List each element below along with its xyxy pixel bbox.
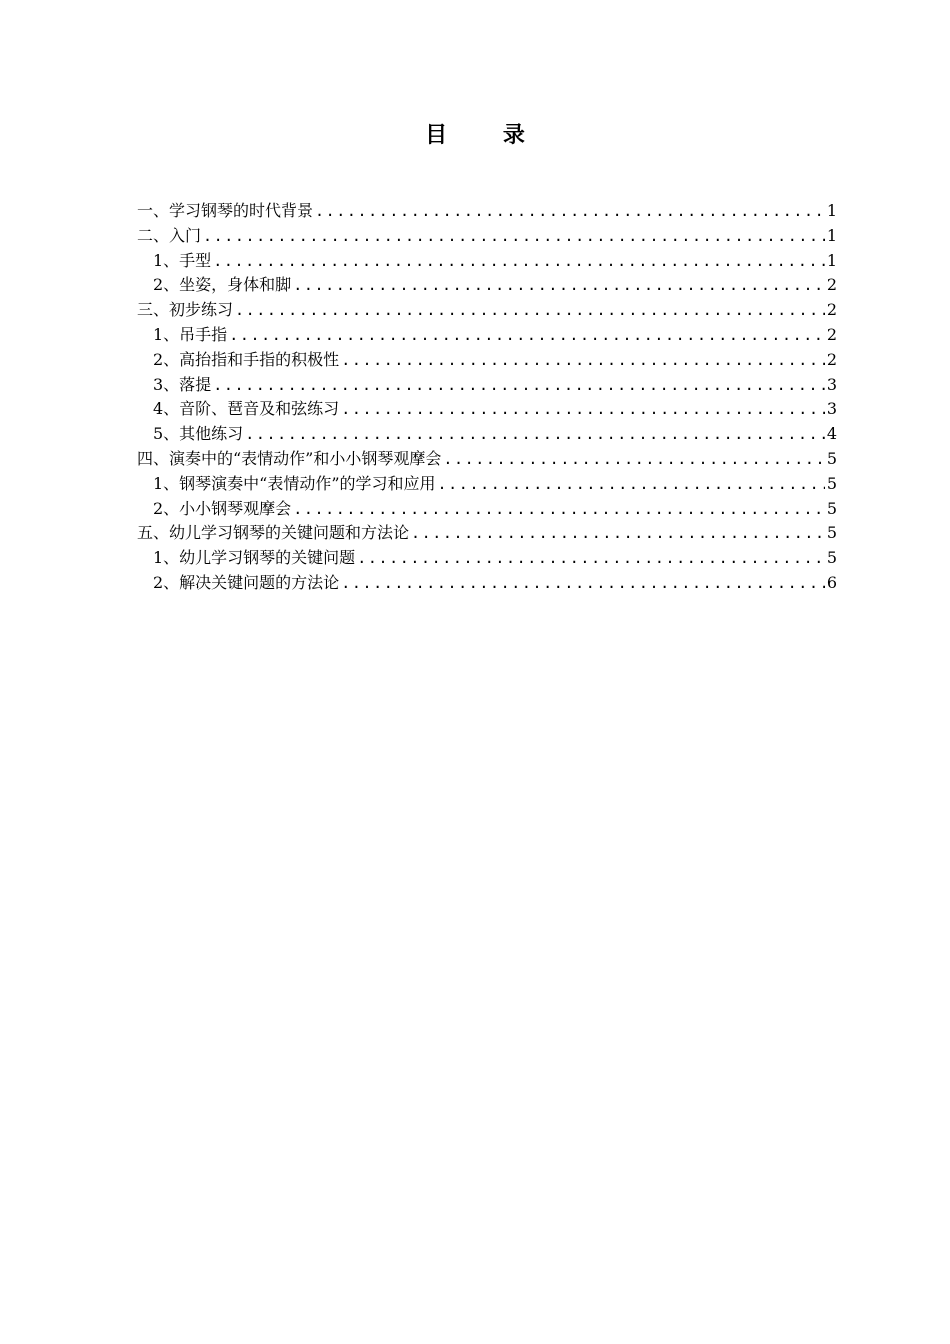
toc-subentry[interactable]: [137, 373, 837, 398]
toc-leader-dots: [341, 397, 825, 422]
toc-leader-dots: [341, 571, 825, 596]
toc-entry-label: 1、吊手指: [153, 324, 228, 344]
toc-entry-label: 2、解决关键问题的方法论: [153, 572, 340, 592]
toc-subentry[interactable]: [137, 571, 837, 596]
toc-entry[interactable]: [137, 521, 837, 546]
toc-entry-label: 2、小小钢琴观摩会: [153, 498, 292, 518]
toc-leader-dots: [341, 348, 825, 373]
toc-entry-page: 3: [826, 399, 837, 419]
toc-entry-label: 1、手型: [153, 250, 212, 270]
toc-leader-dots: [411, 521, 825, 546]
toc-subentry[interactable]: [137, 249, 837, 274]
toc-entry-label: 3、落提: [153, 374, 212, 394]
toc-leader-dots: [213, 249, 825, 274]
toc-leader-dots: [229, 323, 825, 348]
toc-entry[interactable]: [137, 199, 837, 224]
toc-entry-page: 2: [826, 275, 837, 295]
toc-leader-dots: [443, 447, 824, 472]
toc-entry-page: 2: [826, 349, 837, 369]
toc-entry-page: 1: [826, 201, 837, 220]
toc-entry-page: 2: [826, 324, 837, 344]
toc-leader-dots: [293, 497, 825, 522]
toc-entry-page: 4: [826, 424, 837, 444]
toc-entry-label: 2、高抬指和手指的积极性: [153, 349, 340, 369]
toc-entry-label: 二、入门: [137, 225, 202, 245]
toc-leader-dots: [315, 199, 825, 224]
toc-subentry[interactable]: [137, 422, 837, 447]
toc-entry-page: 5: [826, 448, 837, 468]
toc-entry-page: 2: [826, 300, 837, 320]
toc-entry-page: 5: [826, 498, 837, 518]
toc-subentry[interactable]: [137, 472, 837, 497]
toc-leader-dots: [438, 472, 825, 497]
toc-subentry[interactable]: [137, 323, 837, 348]
toc-leader-dots: [235, 298, 825, 323]
toc-subentry[interactable]: [137, 397, 837, 422]
toc-list: [137, 199, 837, 596]
toc-entry-label: 4、音阶、琶音及和弦练习: [153, 399, 340, 419]
toc-entry-label: 四、演奏中的“表情动作”和小小钢琴观摩会: [137, 448, 442, 468]
toc-leader-dots: [203, 224, 825, 249]
toc-entry-label: 一、学习钢琴的时代背景: [137, 201, 314, 220]
toc-entry-page: 6: [826, 572, 837, 592]
toc-entry-label: 5、其他练习: [153, 424, 244, 444]
toc-entry-page: 1: [826, 225, 837, 245]
toc-entry[interactable]: [137, 298, 837, 323]
toc-entry-page: 5: [826, 473, 837, 493]
toc-subentry[interactable]: [137, 273, 837, 298]
toc-title: 目 录: [425, 123, 549, 148]
toc-entry-label: 五、幼儿学习钢琴的关键问题和方法论: [137, 523, 410, 543]
toc-entry[interactable]: [137, 224, 837, 249]
toc-entry-label: 1、幼儿学习钢琴的关键问题: [153, 548, 356, 568]
toc-leader-dots: [245, 422, 825, 447]
toc-subentry[interactable]: [137, 348, 837, 373]
toc-subentry[interactable]: [137, 546, 837, 571]
toc-entry-label: 2、坐姿，身体和脚: [153, 275, 292, 295]
toc-subentry[interactable]: [137, 497, 837, 522]
toc-leader-dots: [293, 273, 825, 298]
toc-entry-page: 1: [826, 250, 837, 270]
toc-entry-label: 三、初步练习: [137, 300, 234, 320]
toc-entry-page: 5: [826, 548, 837, 568]
toc-entry-page: 5: [826, 523, 837, 543]
toc-entry-page: 3: [826, 374, 837, 394]
toc-entry[interactable]: [137, 447, 837, 472]
toc-leader-dots: [213, 373, 825, 398]
toc-leader-dots: [357, 546, 825, 571]
toc-entry-label: 1、钢琴演奏中“表情动作”的学习和应用: [153, 473, 436, 493]
